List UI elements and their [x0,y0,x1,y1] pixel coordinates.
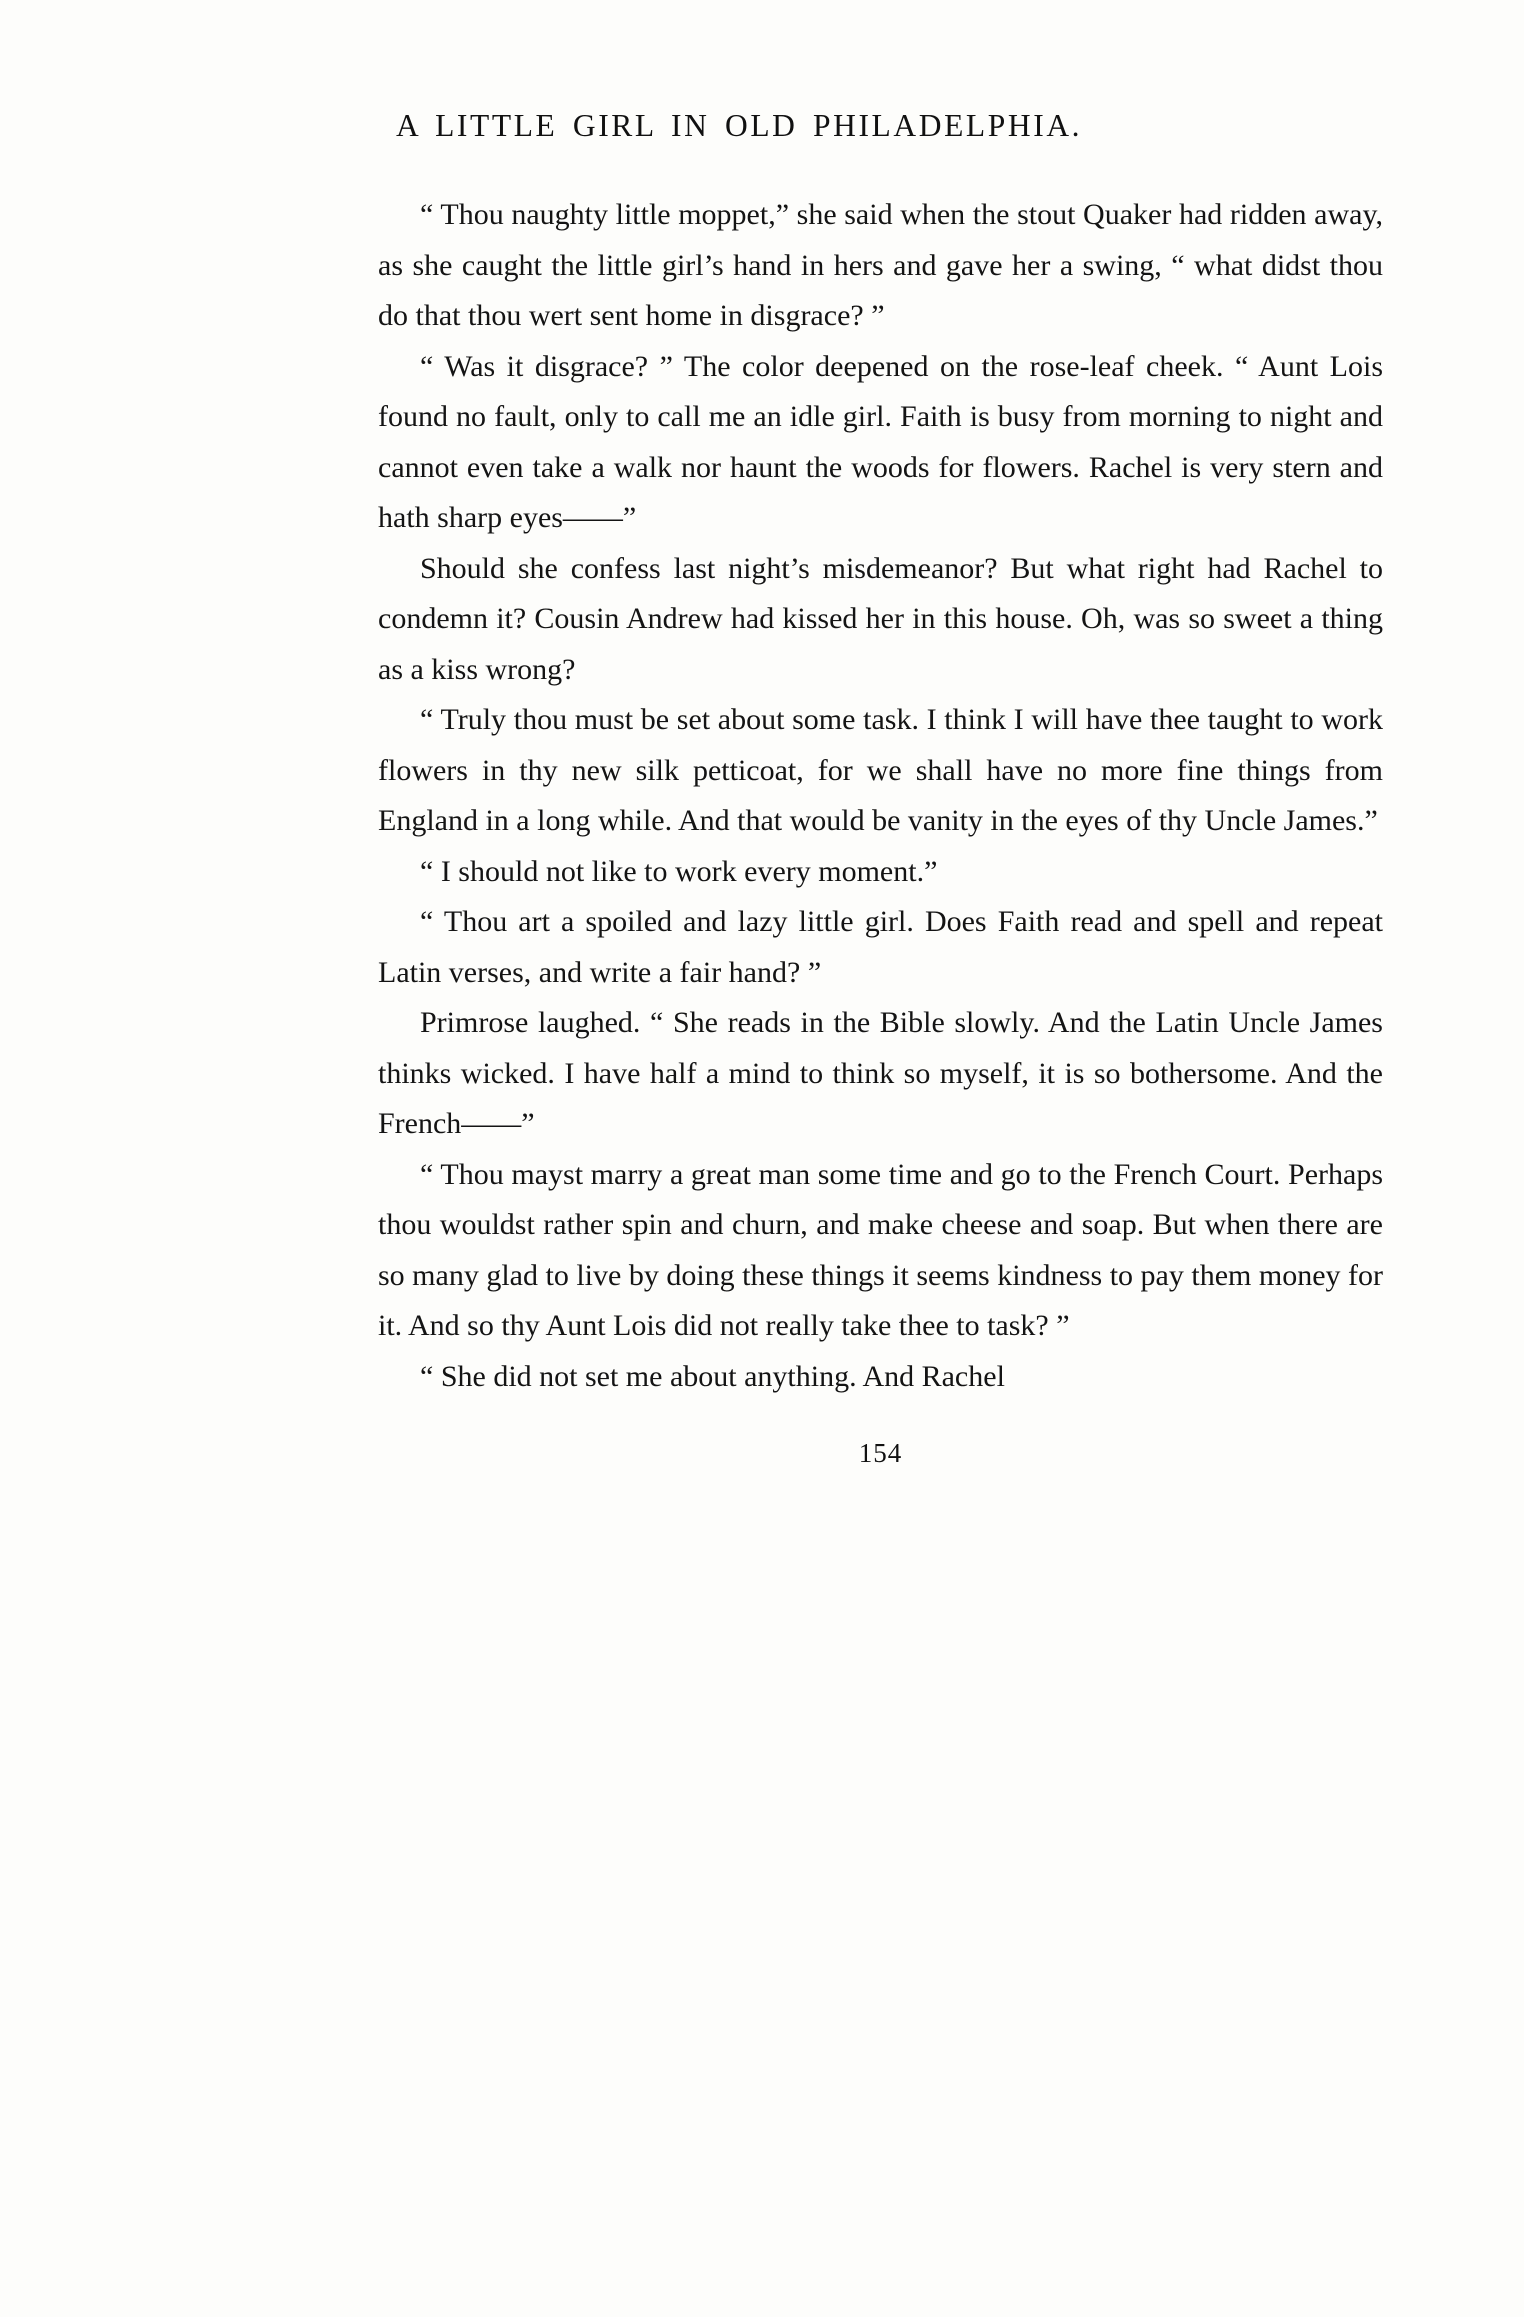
paragraph: “ Was it disgrace? ” The color deepened on the rose-leaf cheek. “ Aunt Lois found no fault, only to call me an idle girl. Faith is busy from morning to night and cannot even take a walk nor haunt the woods for flowers. Rachel is very stern and hath sharp eyes——” [378,349,1383,534]
page-content [378,108,1410,1469]
paragraph: “ Thou mayst marry a great man some time and go to the French Court. Perhaps thou wouldst rather spin and churn, and make cheese and soap. But when there are so many glad to live by doing these things it seems kindness to pay them money for it. And so thy Aunt Lois did not really take thee to task? ” [378,1157,1383,1342]
paragraph: “ She did not set me about anything. And Rachel [420,1359,1005,1393]
paragraph: Primrose laughed. “ She reads in the Bible slowly. And the Latin Uncle James thinks wicked. I have half a mind to think so myself, it is so bothersome. And the French——” [378,1006,1383,1140]
paragraph: Should she confess last night’s misdemeanor? But what right had Rachel to condemn it? Cousin Andrew had kissed her in this house. Oh, was so sweet a thing as a kiss wrong? [378,551,1383,686]
paragraph: “ I should not like to work every moment.” [420,854,938,888]
body-text [378,190,1383,1402]
paragraph: “ Thou art a spoiled and lazy little girl. Does Faith read and spell and repeat Latin verses, and write a fair hand? ” [378,905,1383,989]
paragraph: “ Truly thou must be set about some task. I think I will have thee taught to work flowers in thy new silk petticoat, for we shall have no more fine things from England in a long while. And that would be vanity in the eyes of thy Uncle James.” [378,703,1383,837]
running-head: A LITTLE GIRL IN OLD PHILADELPHIA. [396,108,1083,143]
paragraph: “ Thou naughty little moppet,” she said when the stout Quaker had ridden away, as she caught the little girl’s hand in hers and gave her a swing, “ what didst thou do that thou wert sent home in disgrace? ” [378,198,1383,332]
page-number: 154 [858,1438,903,1468]
